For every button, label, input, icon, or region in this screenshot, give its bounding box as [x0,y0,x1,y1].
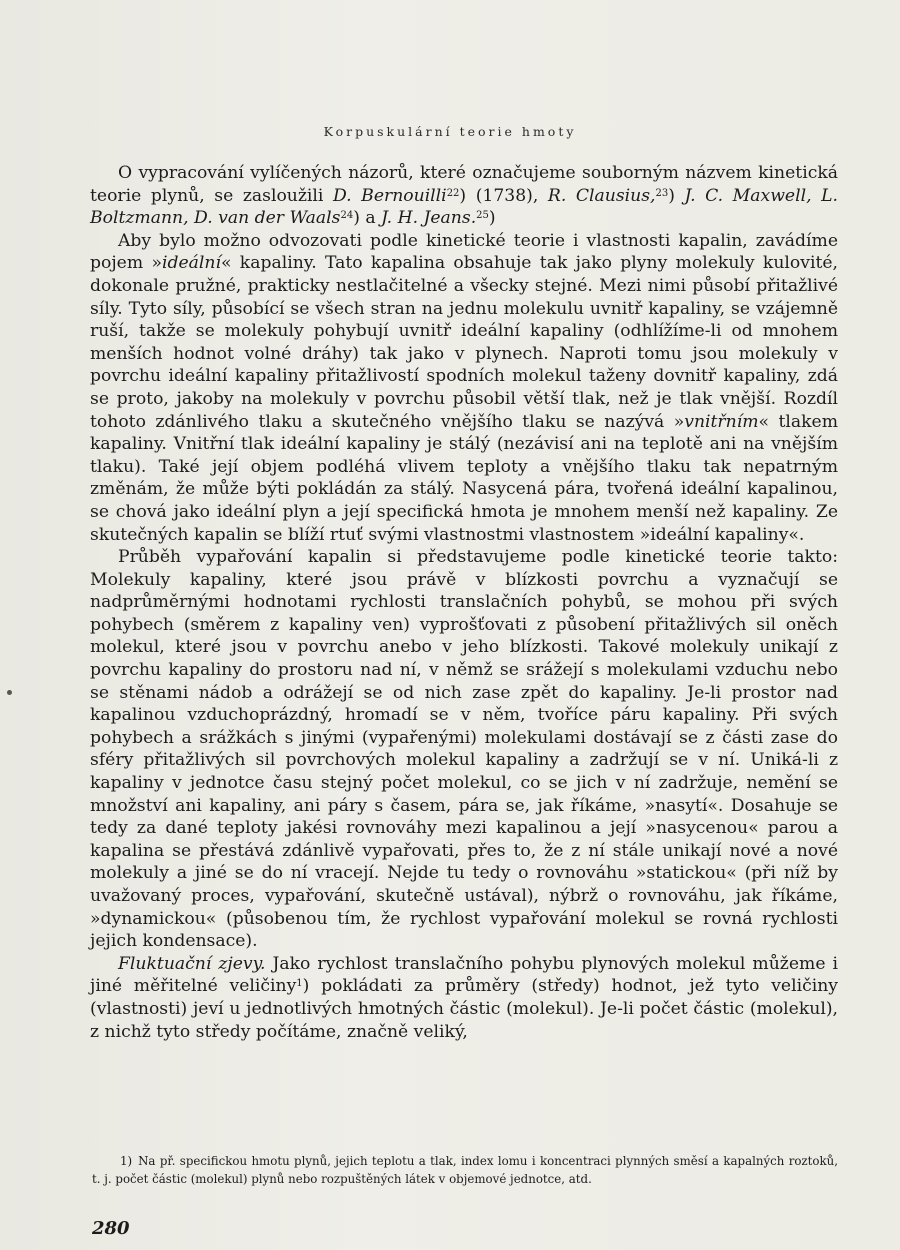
reference-mark: 22 [446,187,460,199]
footnote-mark: 1) [120,1154,133,1168]
text-run: ) a [353,208,382,229]
text-run: Jako rychlost translačního pohybu plynových molekul můžeme i jiné měřitelné veličiny [90,953,838,997]
text-run: ) [488,208,496,229]
paragraph-ideal-liquid [90,230,838,546]
emphasized-term: vnitřním [684,411,759,432]
author-name: D. Bernouilli [332,185,447,206]
reference-mark: 23 [655,187,669,199]
footnotes [92,1152,838,1188]
paragraph-evaporation: Průběh vypařování kapalin si představujeme podle kinetické teorie takto: Molekuly kapaliny, které jsou právě v blízkosti povrchu a vyznačují se nadprůměrnými hodnotami rychlosti translačních pohybů, se mohou při svých pohybech (směrem z kapaliny ven) vyprošťovati z působení přitažlivých sil oněch molekul, které jsou v povrchu anebo v jeho blízkosti. Takové molekuly unikají z povrchu kapaliny do prostoru nad ní, v němž se srážejí s molekulami vzduchu nebo se stěnami nádob a odrážejí se od nich zase zpět do kapaliny. Je-li prostor nad kapalinou vzduchoprázdný, hromadí se v něm, tvoříce páru kapaliny. Při svých pohybech a srážkách s jinými (vypařenými) molekulami dostávají se z části zase do sféry přitažlivých sil povrchových molekul kapaliny a zadržují se v ní. Uniká-li z kapaliny v jednotce času stejný počet molekul, co se jich v ní zadržuje, nemění se množství ani kapaliny, ani páry s časem, pára se, jak říkáme, »nasytí«. Dosahuje se tedy za dané teploty jakési rovnováhy mezi kapalinou a její »nasycenou« parou a kapalina se přestává zdánlivě vypařovati, přes to, že z ní stále unikají nové a nové molekuly a jiné se do ní vracejí. Nejde tu tedy o rovnováhu »statickou« (při níž by uvažovaný proces, vypařování, skutečně ustával), nýbrž o rovnováhu, jak říkáme, »dynamickou« (působenou tím, že rychlost vypařování molekul se rovná rychlosti jejich kondensace). [90,547,838,952]
margin-mark [7,690,12,695]
page-number: 280 [92,1218,130,1239]
author-name: J. H. Jeans. [381,208,477,229]
running-head: Korpuskulární teorie hmoty [323,124,577,139]
text-run: Aby bylo možno odvozovati podle kinetické teorie i vlastnosti kapalin, zavádíme pojem » [90,230,838,274]
text-run: « tlakem kapaliny. Vnitřní tlak ideální kapaliny je stálý (nezávisí ani na teplotě ani na vnějším tlaku). Také její objem podléhá vlivem teploty a vnějšího tlaku tak nepatrným změnám, že může býti pokládán za stálý. Nasycená pára, tvořená ideální kapalinou, se chová jako ideální plyn a její specifická hmota je mnohem menší než kapaliny. Ze skutečných kapalin se blíží rtuť svými vlastnostmi vlastnostem »ideální kapaliny«. [90,411,839,545]
paragraph-authors [90,162,838,230]
text-run: O vypracování vylíčených názorů, které označujeme souborným názvem kinetická teorie plynů, se zasloužili [90,163,838,206]
text-run: ) (1738), [459,185,548,206]
author-name: J. C. Maxwell, L. Boltzmann, D. van der Waals [90,185,838,229]
reference-mark: 25 [476,210,489,222]
paragraph-fluctuations [90,953,838,1043]
emphasized-term: ideální [161,253,221,274]
author-name: R. Clausius, [547,185,656,206]
footnote [92,1152,838,1188]
text-run: ) [668,185,685,206]
text-run: ) pokládati za průměry (středy) hodnot, jež tyto veličiny (vlastnosti) jeví u jednotlivých hmotných částic (molekul). Je-li počet částic (molekul), z nichž tyto středy počítáme, značně veliký, [90,976,838,1042]
footnote-reference: 1 [296,978,303,990]
body-text [90,162,838,1043]
footnote-text: Na př. specifickou hmotu plynů, jejich teplotu a tlak, index lomu i koncentraci plynných směsí a kapalných roztoků, t. j. počet částic (molekul) plynů nebo rozpuštěných látek v objemové jednotce, atd. [92,1154,838,1186]
section-heading: Fluktuační zjevy. [118,953,266,974]
text-run: « kapaliny. Tato kapalina obsahuje tak jako plyny molekuly kulovité, dokonale pružné, prakticky nestlačitelné a všecky stejné. Mezi nimi působí přitažlivé síly. Tyto síly, působící se všech stran na jednu molekulu uvnitř kapaliny, se vzájemně ruší, takže se molekuly pohybují uvnitř ideální kapaliny (odhlížíme-li od mnohem menších hodnot volné dráhy) tak jako v plynech. Naproti tomu jsou molekuly v povrchu ideální kapaliny přitažlivostí spodních molekul taženy dovnitř kapaliny, zdá se proto, jakoby na molekuly v povrchu působil větší tlak, než je tlak vnější. Rozdíl tohoto zdánlivého tlaku a skutečného vnějšího tlaku se nazývá » [90,253,838,432]
reference-mark: 24 [340,210,354,222]
